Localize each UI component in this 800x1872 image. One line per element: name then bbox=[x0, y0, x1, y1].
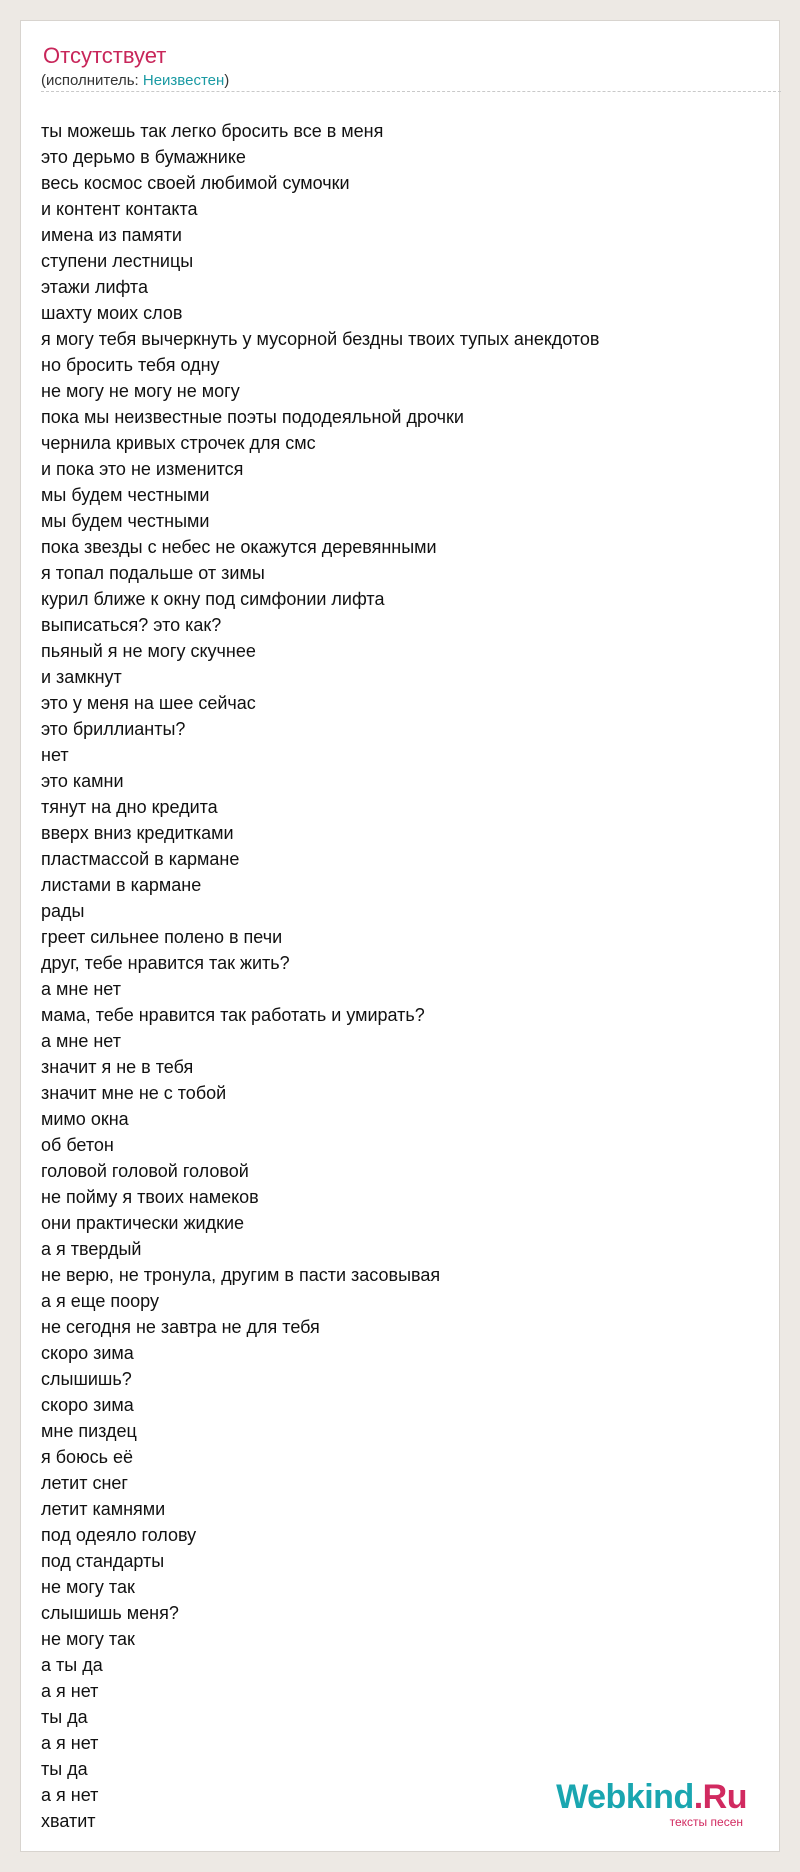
lyric-line: ты можешь так легко бросить все в меня bbox=[41, 121, 384, 141]
lyric-line: и замкнут bbox=[41, 667, 122, 687]
lyric-line: летит снег bbox=[41, 1473, 128, 1493]
lyric-line: а ты да bbox=[41, 1655, 103, 1675]
lyric-line: шахту моих слов bbox=[41, 303, 183, 323]
lyric-line: значит я не в тебя bbox=[41, 1057, 194, 1077]
artist-prefix: (исполнитель: bbox=[41, 72, 143, 89]
lyric-line: это бриллианты? bbox=[41, 719, 186, 739]
lyrics-text bbox=[41, 118, 600, 1834]
lyric-line: выписаться? это как? bbox=[41, 615, 222, 635]
site-logo[interactable] bbox=[556, 1780, 747, 1829]
lyric-line: мы будем честными bbox=[41, 511, 210, 531]
lyric-line: имена из памяти bbox=[41, 225, 182, 245]
lyric-line: не пойму я твоих намеков bbox=[41, 1187, 259, 1207]
lyric-line: а мне нет bbox=[41, 1031, 121, 1051]
lyric-line: скоро зима bbox=[41, 1343, 134, 1363]
lyric-line: вверх вниз кредитками bbox=[41, 823, 234, 843]
lyric-line: нет bbox=[41, 745, 69, 765]
artist-suffix: ) bbox=[224, 72, 230, 89]
artist-link[interactable]: Неизвестен bbox=[142, 72, 225, 89]
lyric-line: а я нет bbox=[41, 1733, 99, 1753]
lyric-line: весь космос своей любимой сумочки bbox=[41, 173, 350, 193]
lyric-line: летит камнями bbox=[41, 1499, 166, 1519]
logo-wordmark bbox=[556, 1780, 747, 1814]
lyric-line: не сегодня не завтра не для тебя bbox=[41, 1317, 320, 1337]
lyric-line: друг, тебе нравится так жить? bbox=[41, 953, 290, 973]
lyric-line: это дерьмо в бумажнике bbox=[41, 147, 246, 167]
lyric-line: ступени лестницы bbox=[41, 251, 194, 271]
lyric-line: не могу не могу не могу bbox=[41, 381, 240, 401]
lyric-line: мимо окна bbox=[41, 1109, 129, 1129]
lyric-line: пока мы неизвестные поэты пододеяльной дрочки bbox=[41, 407, 464, 427]
lyric-line: под одеяло голову bbox=[41, 1525, 197, 1545]
lyric-line: головой головой головой bbox=[41, 1161, 249, 1181]
lyric-line: а мне нет bbox=[41, 979, 121, 999]
lyric-line: пока звезды с небес не окажутся деревянными bbox=[41, 537, 437, 557]
lyric-line: тянут на дно кредита bbox=[41, 797, 218, 817]
lyric-line: значит мне не с тобой bbox=[41, 1083, 227, 1103]
lyric-line: ты да bbox=[41, 1759, 88, 1779]
lyric-line: листами в кармане bbox=[41, 875, 202, 895]
lyric-line: рады bbox=[41, 901, 85, 921]
lyric-line: но бросить тебя одну bbox=[41, 355, 220, 375]
lyric-line: под стандарты bbox=[41, 1551, 165, 1571]
lyric-line: слышишь меня? bbox=[41, 1603, 179, 1623]
logo-tagline: тексты песен bbox=[669, 1815, 743, 1829]
lyric-line: слышишь? bbox=[41, 1369, 132, 1389]
artist-line bbox=[41, 73, 229, 88]
lyric-line: не могу так bbox=[41, 1577, 135, 1597]
lyric-line: пластмассой в кармане bbox=[41, 849, 240, 869]
lyric-line: я топал подальше от зимы bbox=[41, 563, 265, 583]
lyric-line: греет сильнее полено в печи bbox=[41, 927, 283, 947]
lyric-line: это у меня на шее сейчас bbox=[41, 693, 256, 713]
logo-brand: Webkind bbox=[556, 1778, 694, 1816]
lyric-line: не могу так bbox=[41, 1629, 135, 1649]
lyric-line: мама, тебе нравится так работать и умирать? bbox=[41, 1005, 425, 1025]
lyric-line: а я еще поору bbox=[41, 1291, 159, 1311]
lyric-line: хватит bbox=[41, 1811, 96, 1831]
lyric-line: не верю, не тронула, другим в пасти засовывая bbox=[41, 1265, 441, 1285]
lyric-line: чернила кривых строчек для смс bbox=[41, 433, 316, 453]
logo-tld: .Ru bbox=[693, 1778, 747, 1816]
lyric-line: скоро зима bbox=[41, 1395, 134, 1415]
lyric-line: об бетон bbox=[41, 1135, 114, 1155]
lyric-line: а я нет bbox=[41, 1681, 99, 1701]
lyric-line: и контент контакта bbox=[41, 199, 198, 219]
lyric-line: пьяный я не могу скучнее bbox=[41, 641, 256, 661]
lyric-line: а я твердый bbox=[41, 1239, 142, 1259]
lyric-line: это камни bbox=[41, 771, 124, 791]
lyric-line: мне пиздец bbox=[41, 1421, 137, 1441]
lyric-line: мы будем честными bbox=[41, 485, 210, 505]
lyric-line: ты да bbox=[41, 1707, 88, 1727]
lyric-line: курил ближе к окну под симфонии лифта bbox=[41, 589, 385, 609]
lyric-line: а я нет bbox=[41, 1785, 99, 1805]
lyric-line: и пока это не изменится bbox=[41, 459, 244, 479]
song-title: Отсутствует bbox=[43, 43, 167, 68]
lyric-line: я могу тебя вычеркнуть у мусорной бездны твоих тупых анекдотов bbox=[41, 329, 600, 349]
lyric-line: я боюсь её bbox=[41, 1447, 133, 1467]
lyric-line: этажи лифта bbox=[41, 277, 148, 297]
header-divider bbox=[41, 91, 781, 92]
lyric-line: они практически жидкие bbox=[41, 1213, 245, 1233]
lyrics-card bbox=[20, 20, 780, 1852]
